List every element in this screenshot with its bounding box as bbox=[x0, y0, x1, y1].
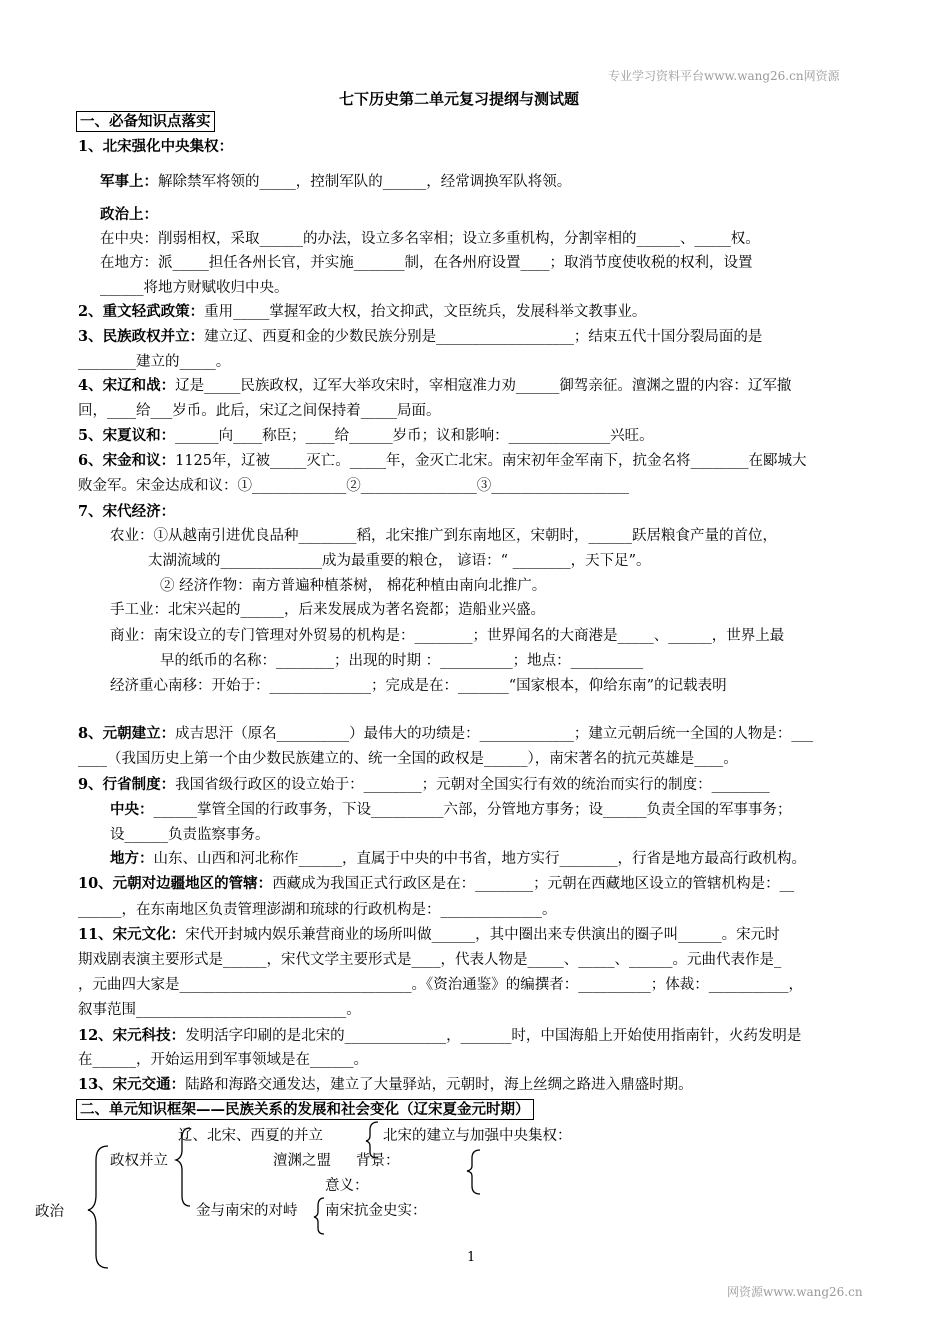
watermark-top: 专业学习资料平台www.wang26.cn网资源 bbox=[608, 69, 840, 83]
line-text: 建立辽、西夏和金的少数民族分别是___________________；结束五代十国分裂局面的是 bbox=[204, 329, 763, 345]
brace-north-song bbox=[366, 1122, 378, 1158]
line-label: 军事上： bbox=[100, 173, 158, 190]
line-label: 6、宋金和议： bbox=[78, 452, 176, 469]
line-text: 农业：①从越南引进优良品种________稻，北宋推广到东南地区，宋朝时，______跃居粮食产量的首位， bbox=[110, 528, 777, 544]
line-text: 我国省级行政区的设立始于：________；元朝对全国实行有效的统治而实行的制度：________ bbox=[175, 777, 770, 793]
line-text: 1125年，辽被_____灭亡。_____年，金灭亡北宋。南宋初年金军南下，抗金名将________在郾城大 bbox=[175, 453, 807, 469]
brace-regime bbox=[176, 1128, 190, 1206]
page-number: 1 bbox=[467, 1250, 476, 1265]
line-text: 辽是_____民族政权，辽军大举攻宋时，宰相寇准力劝______御驾亲征。澶渊之盟的内容：辽军撤 bbox=[175, 378, 792, 394]
diagram-background: 背景： bbox=[356, 1153, 400, 1169]
line-label: 12、宋元科技： bbox=[78, 1027, 186, 1044]
line-text: 太湖流域的______________成为最重要的粮仓， 谚语：“ ________，天下足”。 bbox=[148, 553, 651, 569]
diagram-chanyuan: 澶渊之盟 bbox=[273, 1153, 331, 1169]
line-label: 中央： bbox=[110, 801, 154, 818]
brace-anti-jin bbox=[314, 1198, 324, 1234]
line-text: 解除禁军将领的_____，控制军队的______，经常调换军队将领。 bbox=[158, 174, 572, 190]
line-label: 3、民族政权并立： bbox=[78, 328, 205, 345]
diagram-anti-jin: 南宋抗金史实： bbox=[325, 1203, 427, 1219]
brace-background bbox=[467, 1150, 480, 1194]
line-text: 在______，开始运用到军事领域是在______。 bbox=[78, 1052, 368, 1068]
line-text: 设______负责监察事务。 bbox=[110, 827, 270, 843]
line-text: ，元曲四大家是________________________________。《资治通鉴》的编撰者：__________；体裁：___________， bbox=[78, 977, 803, 993]
line-text: 山东、山西和河北称作______，直属于中央的中书省，地方实行________，行省是地方最高行政机构。 bbox=[153, 851, 806, 867]
line-label: 9、行省制度： bbox=[78, 776, 176, 793]
line-text: 发明活字印刷的是北宋的______________，_______时，中国海船上开始使用指南针，火药发明是 bbox=[185, 1028, 802, 1044]
watermark-bottom: 网资源www.wang26.cn bbox=[727, 1285, 863, 1299]
line-text: 宋代开封城内娱乐兼营商业的场所叫做______，其中圈出来专供演出的圈子叫______。宋元时 bbox=[185, 927, 780, 943]
section1-heading: 一、必备知识点落实 bbox=[76, 111, 215, 132]
line-text: 手工业：北宋兴起的______，后来发展成为著名瓷都；造船业兴盛。 bbox=[110, 602, 545, 618]
line-text: ____（我国历史上第一个由少数民族建立的、统一全国的政权是______），南宋著名的抗元英雄是____。 bbox=[78, 751, 738, 767]
line-text: ______向____称臣；____给______岁币；议和影响：______________兴旺。 bbox=[175, 428, 654, 444]
diagram-politics: 政治 bbox=[35, 1204, 64, 1220]
line-text: 在地方：派_____担任各州长官，并实施_______制，在各州府设置____；取消节度使收税的权利，设置 bbox=[100, 255, 753, 271]
line-text: 成吉思汗（原名__________）最伟大的功绩是：_____________；建立元朝后统一全国的人物是：___ bbox=[175, 726, 814, 742]
diagram-jin-song: 金与南宋的对峙 bbox=[196, 1203, 298, 1219]
line-label: 地方： bbox=[110, 850, 154, 867]
line-label: 1、北宋强化中央集权： bbox=[78, 138, 234, 155]
line-text: ______将地方财赋收归中央。 bbox=[100, 280, 289, 296]
line-text: 商业：南宋设立的专门管理对外贸易的机构是：________；世界闻名的大商港是_____、______，世界上最 bbox=[110, 628, 785, 644]
line-text: 败金军。宋金达成和议：①_____________②________________③___________________ bbox=[78, 478, 629, 494]
line-label: 政治上： bbox=[100, 206, 158, 223]
line-text: 期戏剧表演主要形式是______，宋代文学主要形式是____，代表人物是_____、_____、______。元曲代表作是_ bbox=[78, 952, 782, 968]
brace-politics bbox=[88, 1146, 108, 1268]
page-title: 七下历史第二单元复习提纲与测试题 bbox=[339, 90, 580, 108]
line-label: 5、宋夏议和： bbox=[78, 427, 176, 444]
diagram-liao-song-xia: 辽、北宋、西夏的并立 bbox=[178, 1128, 323, 1144]
line-text: 重用_____掌握军政大权，抬文抑武，文臣统兵，发展科举文教事业。 bbox=[204, 304, 647, 320]
diagram-meaning: 意义： bbox=[325, 1178, 369, 1194]
line-text: ________建立的_____。 bbox=[78, 354, 231, 370]
line-text: 叙事范围_____________________________。 bbox=[78, 1002, 361, 1018]
line-text: ______，在东南地区负责管理澎湖和琉球的行政机构是：______________。 bbox=[78, 902, 557, 918]
line-label: 2、重文轻武政策： bbox=[78, 303, 205, 320]
diagram-regime-coexist: 政权并立 bbox=[110, 1153, 168, 1169]
section2-heading: 二、单元知识框架——民族关系的发展和社会变化（辽宋夏金元时期） bbox=[76, 1099, 534, 1120]
line-label: 13、宋元交通： bbox=[78, 1076, 186, 1093]
line-text: ______掌管全国的行政事务，下设__________六部，分管地方事务；设______负责全国的军事事务； bbox=[153, 802, 792, 818]
line-text: 西藏成为我国正式行政区是在：________；元朝在西藏地区设立的管辖机构是：__ bbox=[272, 876, 795, 892]
line-text: 在中央：削弱相权，采取______的办法，设立多名宰相；设立多重机构，分割宰相的______、_____权。 bbox=[100, 231, 760, 247]
line-text: 陆路和海路交通发达，建立了大量驿站，元朝时，海上丝绸之路进入鼎盛时期。 bbox=[185, 1077, 693, 1093]
line-label: 11、宋元文化： bbox=[78, 926, 186, 943]
diagram-northern-song: 北宋的建立与加强中央集权： bbox=[383, 1128, 572, 1144]
line-label: 4、宋辽和战： bbox=[78, 377, 176, 394]
line-label: 10、元朝对边疆地区的管辖： bbox=[78, 875, 273, 892]
line-text: ② 经济作物：南方普遍种植茶树， 棉花种植由南向北推广。 bbox=[160, 578, 547, 594]
line-label: 7、宋代经济： bbox=[78, 503, 176, 520]
line-text: 早的纸币的名称：________；出现的时期 ：__________；地点：__________ bbox=[160, 653, 644, 669]
line-text: 经济重心南移：开始于：______________；完成是在：_______“国家根本，仰给东南”的记载表明 bbox=[110, 678, 727, 694]
line-label: 8、元朝建立： bbox=[78, 725, 176, 742]
line-text: 回，____给___岁币。此后，宋辽之间保持着_____局面。 bbox=[78, 403, 441, 419]
